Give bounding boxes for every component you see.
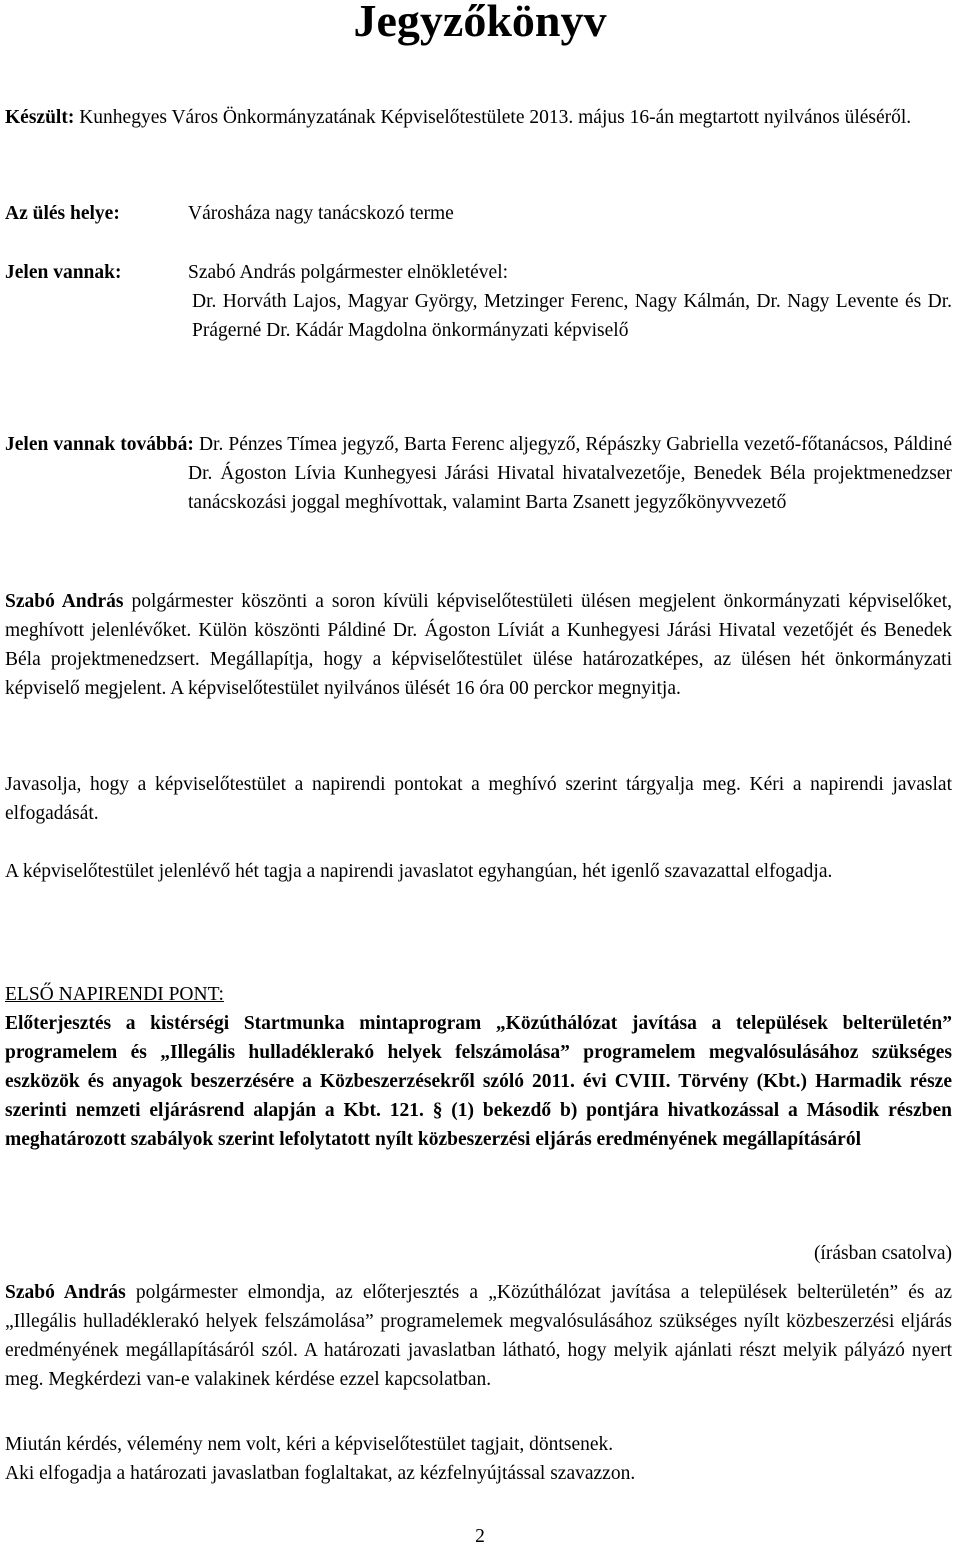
opening-text: polgármester köszönti a soron kívüli képviselőtestületi ülésen megjelent önkormányzati képviselőket, meghívott jelenlévőket. Külön köszönti Páldiné Dr. Ágoston Líviát a Kunhegyesi Járási Hivatal vezetőjét és Benedek Béla projektmenedzsert. Megállapítja, hogy a képviselőtestület ülése határozatképes, az ülésen hét önkormányzati képviselő megjelent. A képviselőtestület nyilvános ülését 16 óra 00 perckor megnyitja. [5,591,952,699]
attached-note: (írásban csatolva) [813,1242,952,1264]
also-present-paragraph [5,430,952,517]
present-label: Jelen vannak: [5,262,122,283]
present-chair: Szabó András polgármester elnökletével: [188,262,509,283]
mayor-name-2: Szabó András [5,1282,126,1303]
agenda-item-title: Előterjesztés a kistérségi Startmunka mintaprogram „Közúthálózat javítása a települések belterületén” programelem és „Illegális hulladéklerakó helyek felszámolása” programelem megvalósulásához szükséges eszközök és anyagok beszerzésére a Közbeszerzésekről szóló 2011. évi CVIII. Törvény (Kbt.) Harmadik része szerinti nemzeti eljárásrend alapján a Kbt. 121. § (1) bekezdő b) pontjára hivatkozással a Második részben meghatározott szabályok szerint lefolytatott nyílt közbeszerzési eljárás eredményének megállapításáról [5,1013,952,1150]
document-title: Jegyzőkönyv [353,0,607,46]
opening-paragraph [5,587,952,703]
venue-value: Városháza nagy tanácskozó terme [188,203,454,224]
present-members: Dr. Horváth Lajos, Magyar György, Metzinger Ferenc, Nagy Kálmán, Dr. Nagy Levente és Dr. Prágerné Dr. Kádár Magdolna önkormányzati képviselő [192,291,952,341]
venue-label: Az ülés helye: [5,203,120,224]
intro-paragraph [5,103,952,132]
also-present-label: Jelen vannak továbbá: [5,433,194,455]
agenda-proposal-paragraph: Javasolja, hogy a képviselőtestület a napirendi pontokat a meghívó szerint tárgyalja meg. Kéri a napirendi javaslat elfogadását. [5,774,952,824]
present-value [188,258,952,345]
intro-label: Készült: [5,107,75,128]
page-number: 2 [475,1526,485,1547]
agenda-vote-paragraph: A képviselőtestület jelenlévő hét tagja a napirendi javaslatot egyhangúan, hét igenlő szavazattal elfogadja. [5,861,833,882]
mayor-name: Szabó András [5,591,124,612]
mayor-statement-text: polgármester elmondja, az előterjesztés a „Közúthálózat javítása a települések belterületén” és az „Illegális hulladéklerakó helyek felszámolása” programelemek megvalósulásához szükséges nyílt közbeszerzési eljárás eredményének megállapításáról szól. A határozati javaslatban látható, hogy melyik ajánlati részt melyik pályázó nyert meg. Megkérdezi van-e valakinek kérdése ezzel kapcsolatban. [5,1282,952,1390]
vote-request-paragraph: Miután kérdés, vélemény nem volt, kéri a képviselőtestület tagjait, döntsenek. [5,1434,614,1455]
intro-text: Kunhegyes Város Önkormányzatának Képviselőtestülete 2013. május 16-án megtartott nyilvános üléséről. [74,107,912,128]
agenda-item-heading: ELSŐ NAPIRENDI PONT: [5,984,224,1005]
vote-instruction-paragraph: Aki elfogadja a határozati javaslatban foglaltakat, az kézfelnyújtással szavazzon. [5,1463,636,1484]
mayor-statement-paragraph [5,1278,952,1394]
also-present-text: Dr. Pénzes Tímea jegyző, Barta Ferenc aljegyző, Répászky Gabriella vezető-főtanácsos, Páldiné Dr. Ágoston Lívia Kunhegyesi Járási Hivatal hivatalvezetője, Benedek Béla projektmenedzser tanácskozási joggal meghívottak, valamint Barta Zsanett jegyzőkönyvvezető [188,433,952,513]
